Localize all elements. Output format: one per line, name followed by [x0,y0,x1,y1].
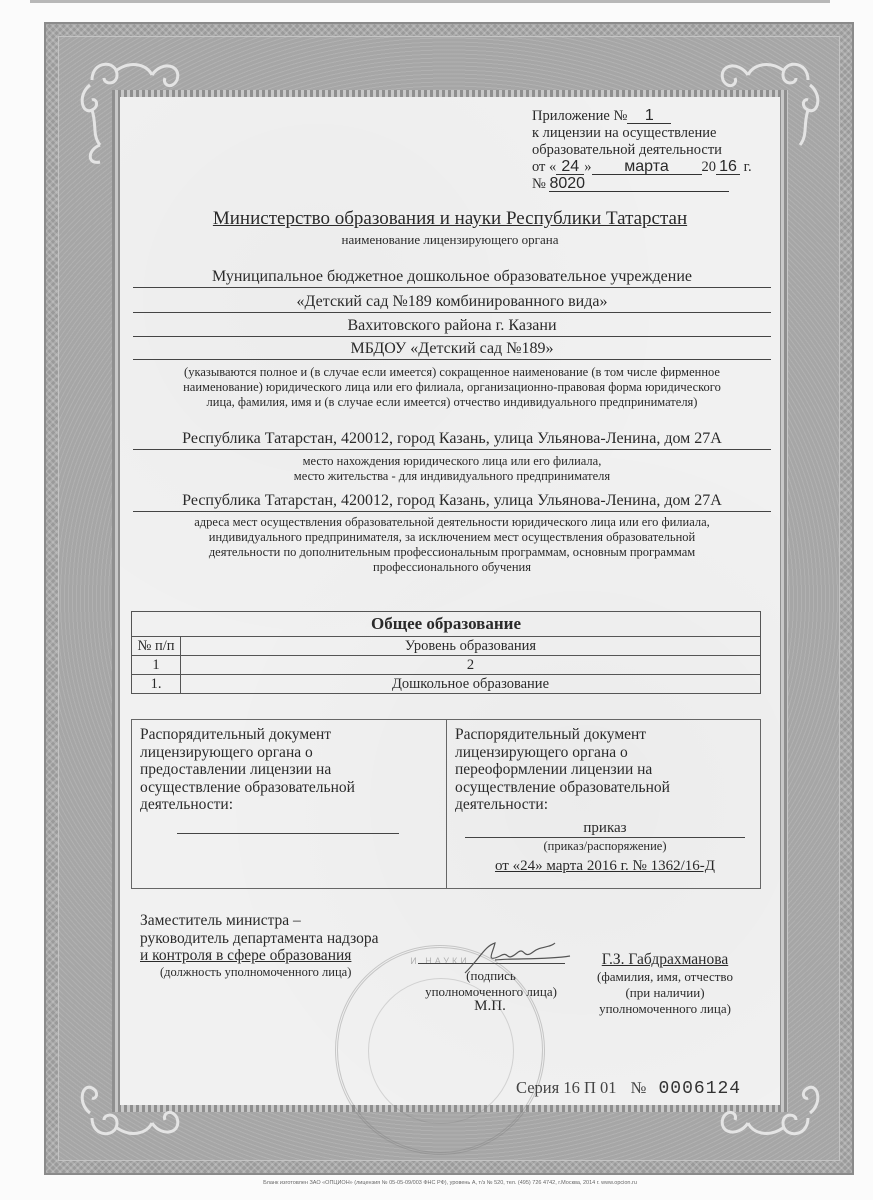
caption-line: (подпись [466,968,516,983]
grant-document-blank [177,833,399,834]
date-prefix: от « [532,159,557,175]
name-caption [580,969,750,1017]
appendix-line-1: к лицензии на осуществление [532,125,717,141]
text-line: Распорядительный документ [140,726,332,743]
licensee-line-3: Вахитовского района г. Казани [133,316,771,337]
header-level: Уровень образования [181,637,761,656]
signatory-name: Г.З. Габдрахманова [601,951,729,968]
activity-address: Республика Татарстан, 420012, город Казань, улица Ульянова-Ленина, дом 27А [133,491,771,512]
column-number-1: 1 [132,656,181,675]
document-reference [465,858,745,875]
caption-line: (фамилия, имя, отчество [597,969,733,984]
appendix-number: 1 [627,108,671,124]
scan-edge [30,0,830,3]
grant-document-cell [132,720,447,888]
date-month: марта [592,159,702,175]
year-suffix: 16 [716,159,740,175]
date-day: 24 [556,159,584,175]
series-number: 0006124 [658,1079,742,1099]
position-line: Заместитель министра – [140,912,301,929]
column-number-2: 2 [181,656,761,675]
series-label: Серия [516,1078,560,1097]
position-line: руководитель департамента надзора [140,929,379,947]
text-line: деятельности: [140,796,234,813]
text-line: лицензирующего органа о [455,743,628,761]
reg-number: 8020 [549,176,729,192]
reg-label: № [532,176,546,192]
appendix-label: Приложение № [532,108,628,124]
appendix-block [532,108,752,193]
licensing-body-caption: наименование лицензирующего органа [341,232,559,247]
table-title: Общее образование [132,612,761,637]
education-table [131,611,761,694]
document-type: приказ [465,820,745,838]
admin-documents-box [131,719,761,889]
text-line: переоформлении лицензии на [455,761,653,778]
signatory-position [140,912,379,965]
licensee-line-4: МБДОУ «Детский сад №189» [133,339,771,360]
position-caption: (должность уполномоченного лица) [160,965,352,979]
caption-line: профессионального обучения [373,560,531,574]
appendix-line-2: образовательной деятельности [532,142,722,158]
caption-line: индивидуального предпринимателя, за исключением мест осуществления образовательной [208,530,696,544]
form-series [516,1078,741,1099]
reissue-document-text [455,726,670,814]
table-title-row [132,612,761,637]
location-caption [133,454,771,484]
licensee-line-2: «Детский сад №189 комбинированного вида» [133,292,771,313]
caption-line: уполномоченного лица) [599,1001,731,1016]
caption-line: деятельности по дополнительным профессиональным программам, основным программам [208,545,696,559]
licensee-caption [133,365,771,410]
date-mid: » [584,159,592,175]
caption-line: (при наличии) [625,985,705,1000]
table-row [132,675,761,694]
grant-document-text [140,726,355,814]
position-line: и контроля в сфере образования [140,947,352,964]
caption-line: место жительства - для индивидуального предпринимателя [293,469,611,483]
location-address: Республика Татарстан, 420012, город Казань, улица Ульянова-Ленина, дом 27А [133,429,771,450]
row-level: Дошкольное образование [181,675,761,694]
caption-line: уполномоченного лица) [425,984,557,999]
activity-address-caption [133,515,771,575]
caption-line: наименование) юридического лица или его филиала, организационно-правовая форма юридического [183,380,721,394]
year-prefix: 20 [701,159,717,175]
caption-line: лица, фамилия, имя и (в случае если имеется) отчество индивидуального предпринимателя) [206,395,698,409]
signature-caption [405,968,577,1000]
document-reference-text: от «24» марта 2016 г. № 1362/16-Д [494,858,716,874]
text-line: лицензирующего органа о [140,743,313,761]
stamp-mark: М.П. [474,998,506,1014]
series-number-label: № [630,1078,647,1097]
licensee-line-1: Муниципальное бюджетное дошкольное образовательное учреждение [133,267,771,288]
header-number: № п/п [132,637,181,656]
reissue-document-cell [447,720,760,888]
licensing-body-name: Министерство образования и науки Республики Татарстан [212,208,688,229]
text-line: осуществление образовательной [140,778,355,796]
caption-line: адреса мест осуществления образовательной деятельности юридического лица или его филиала, [194,515,710,529]
row-number: 1. [132,675,181,694]
printer-note: Бланк изготовлен ЗАО «ОПЦИОН» (лицензия № 05-05-09/003 ФНС РФ), уровень А, т/з № 520, тел. (495) 726 4742, г.Москва, 2014 г. www.opcion.ru [263,1180,637,1186]
text-line: предоставлении лицензии на [140,761,332,778]
series-value: 16 П 01 [563,1078,617,1097]
table-header-row [132,637,761,656]
table-column-numbers-row [132,656,761,675]
seal-text: И НАУКИ [410,956,470,966]
text-line: осуществление образовательной [455,778,670,796]
year-end: г. [743,159,752,175]
document-type-caption: (приказ/распоряжение) [543,839,667,853]
caption-line: место нахождения юридического лица или его филиала, [302,454,602,468]
text-line: Распорядительный документ [455,726,647,743]
text-line: деятельности: [455,796,549,813]
caption-line: (указываются полное и (в случае если имеется) сокращенное наименование (в том числе фирменное [184,365,720,379]
